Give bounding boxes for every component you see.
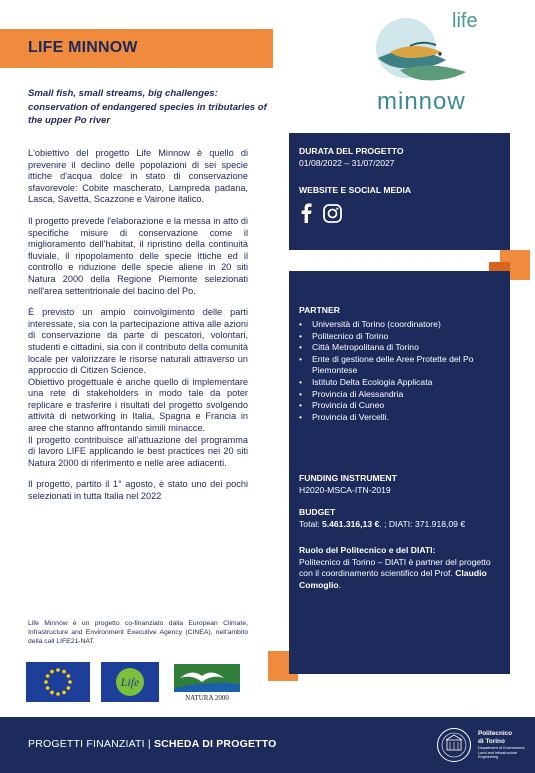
partner-item: • Provincia di Vercelli.: [299, 412, 504, 424]
partners-label: PARTNER: [299, 305, 340, 315]
partner-item: • Università di Torino (coordinatore): [299, 319, 504, 331]
cofunding-note: Life Minnow è un progetto co-finanziato dalla European Climate, Infrastructure and Environment Executive Agency (CINEA), nell'ambito della call LIFE21-NAT.: [28, 620, 248, 645]
role-end: .: [338, 579, 342, 590]
footer-title: [28, 738, 277, 750]
body-paragraph: Il progetto contribuisce all'attuazione del programma di lavoro LIFE applicando le best practices nei 20 siti Natura 2000 di riferimento e nelle aree adiacenti.: [28, 434, 248, 468]
polito-line2: di Torino: [478, 737, 505, 745]
life-badge-label: Life: [120, 675, 140, 689]
partner-item: • Città Metropolitana di Torino: [299, 342, 504, 354]
natura-2000-icon: [172, 662, 242, 702]
body-paragraph: Il progetto, partito il 1° agosto, è stato uno dei pochi selezionati in tutta Italia nel 2022: [28, 479, 248, 502]
project-info-box: [289, 133, 510, 250]
body-paragraph: Obiettivo progettuale è anche quello di implementare una rete di stakeholders in modo tale da poter replicare e trasferire i risultati del progetto svolgendo attività di networking in Italia, Spagna e Francia in aree che stanno affrontando simili minacce.: [28, 376, 248, 434]
role-text: [299, 557, 504, 591]
partner-list: [299, 319, 504, 423]
natura-label: NATURA 2000: [185, 694, 229, 702]
project-subtitle: Small fish, small streams, big challenges: conservation of endangered species in tributaries of the upper Po river: [28, 88, 267, 126]
title-bar: [0, 29, 273, 68]
budget-diati: . ; DIATI: 371.918,09 €: [379, 519, 466, 529]
funding-label: FUNDING INSTRUMENT: [299, 473, 397, 483]
social-label: WEBSITE E SOCIAL MEDIA: [299, 185, 412, 195]
budget-value: [299, 519, 465, 529]
footer-section: PROGETTI FINANZIATI |: [28, 738, 154, 750]
logo-minnow-text: minnow: [377, 88, 466, 115]
body-paragraph: Il progetto prevede l'elaborazione e la messa in atto di specifiche misure di conservazione come il miglioramento dell'habitat, il ripristino della continuità fluviale, il ripopolamento delle specie ittiche ed il controllo e riduzione delle specie aliene in 20 siti Natura 2000 della Regione Piemonte selezionati nell'area settentrionale del bacino del Po.: [28, 215, 248, 296]
partners-box: [289, 271, 510, 674]
partner-item: • Provincia di Alessandria: [299, 389, 504, 401]
eu-flag-icon: [26, 662, 90, 702]
polito-seal-icon: [436, 727, 472, 763]
duration-value: 01/08/2022 – 31/07/2027: [299, 158, 395, 168]
page-title: LIFE MINNOW: [28, 39, 138, 56]
budget-total-prefix: Total:: [299, 519, 322, 529]
budget-total-value: 5.461.316,13 €: [321, 519, 380, 529]
life-programme-icon: [101, 662, 159, 702]
polito-name: [478, 730, 512, 745]
logo-life-text: life: [452, 10, 478, 32]
facebook-icon[interactable]: [299, 203, 313, 223]
partner-item: • Provincia di Cuneo: [299, 400, 504, 412]
role-professor: Claudio Comoglio: [299, 568, 487, 590]
duration-label: DURATA DEL PROGETTO: [299, 146, 404, 156]
polito-department: Department of Environment, Land and Infrastructure Engineering: [478, 746, 526, 760]
role-label: Ruolo del Politecnico e del DIATI:: [299, 545, 436, 555]
instagram-icon[interactable]: [323, 204, 342, 223]
funding-value: H2020-MSCA-ITN-2019: [299, 485, 391, 495]
polito-line1: Politecnico: [478, 730, 513, 737]
partner-item: • Politecnico di Torino: [299, 331, 504, 343]
body-paragraph: L'obiettivo del progetto Life Minnow è quello di prevenire il declino delle popolazioni di sei specie ittiche d'acqua dolce in stato di conservazione sfavorevole: Cobite mascherato, Lampreda padana, Lasca, Savetta, Scazzone e Vairone italico.: [28, 148, 248, 205]
partner-item: • Istituto Delta Ecologia Applicata: [299, 377, 504, 389]
project-description: [28, 148, 248, 513]
footer-doc-type: SCHEDA DI PROGETTO: [153, 738, 277, 750]
partner-item: • Ente di gestione delle Aree Protette del Po Piemontese: [299, 354, 504, 377]
role-description: Politecnico di Torino – DIATI è partner del progetto con il coordinamento scientifico del Prof.: [299, 557, 491, 579]
budget-label: BUDGET: [299, 507, 336, 517]
footer-bar: [0, 717, 535, 773]
body-paragraph: È previsto un ampio coinvolgimento delle parti interessate, sia con la partecipazione attiva alle azioni di conservazione da parte di pescatori, volontari, studenti e cittadini, sia con il contributo della comunità locale per valorizzare le risorse naturali attraverso un approccio di Citizen Science.: [28, 307, 248, 376]
accent-square-overlap: [489, 262, 510, 271]
